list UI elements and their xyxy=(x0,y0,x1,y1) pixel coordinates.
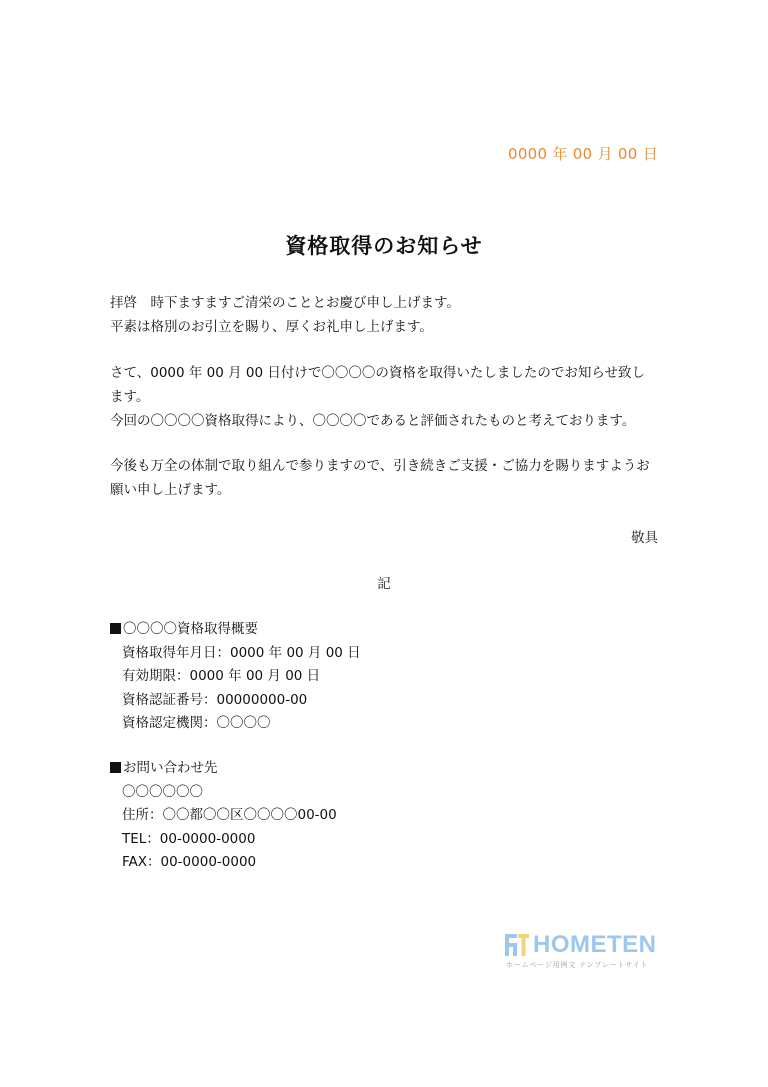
ki-mark: 記 xyxy=(377,576,391,592)
contact-item: 〇〇〇〇〇〇 xyxy=(122,783,203,800)
closing-salutation: 敬具 xyxy=(631,530,658,546)
announcement-line: 今回の〇〇〇〇資格取得により、〇〇〇〇であると評価されたものと考えております。 xyxy=(110,413,636,429)
greeting-line: 平素は格別のお引立を賜り、厚くお礼申し上げます。 xyxy=(110,319,433,335)
closing-line: 願い申し上げます。 xyxy=(110,482,231,498)
hometen-logo-icon xyxy=(505,934,529,956)
logo-brand-text: HOMETEN xyxy=(533,931,657,958)
contact-heading xyxy=(110,757,337,781)
summary-heading-text: 〇〇〇〇資格取得概要 xyxy=(123,621,258,637)
square-bullet-icon xyxy=(110,762,121,773)
contact-item: 住所：〇〇都〇〇区〇〇〇〇00-00 xyxy=(122,807,337,823)
contact-item: TEL：00-0000-0000 xyxy=(122,830,256,847)
closing-line: 今後も万全の体制で取り組んで参りますので、引き続きご支援・ご協力を賜りますようお xyxy=(110,458,650,474)
summary-heading xyxy=(110,618,361,642)
summary-section xyxy=(110,618,361,736)
greeting-line: 拝啓 時下ますますご清栄のこととお慶び申し上げます。 xyxy=(110,295,460,311)
summary-item: 資格認証番号：00000000-00 xyxy=(122,691,308,708)
contact-item: FAX：00-0000-0000 xyxy=(122,854,257,870)
closing-paragraph xyxy=(110,454,660,502)
contact-section xyxy=(110,757,337,875)
summary-item: 資格認定機関：〇〇〇〇 xyxy=(122,715,271,731)
contact-heading-text: お問い合わせ先 xyxy=(123,760,218,776)
square-bullet-icon xyxy=(110,623,121,634)
logo-tagline: ホームページ用例文 テンプレートサイト xyxy=(506,961,649,969)
summary-item: 有効期限：0000 年 00 月 00 日 xyxy=(122,668,321,684)
announcement-line: ます。 xyxy=(110,389,150,405)
document-date: 0000 年 00 月 00 日 xyxy=(508,145,658,163)
greeting-paragraph xyxy=(110,291,660,339)
summary-item: 資格取得年月日：0000 年 00 月 00 日 xyxy=(122,644,361,661)
announcement-line: さて、0000 年 00 月 00 日付けで〇〇〇〇の資格を取得いたしましたのでお知らせ致し xyxy=(110,365,645,381)
announcement-paragraph xyxy=(110,361,660,433)
hometen-logo xyxy=(505,930,655,972)
document-title: 資格取得のお知らせ xyxy=(285,233,483,258)
